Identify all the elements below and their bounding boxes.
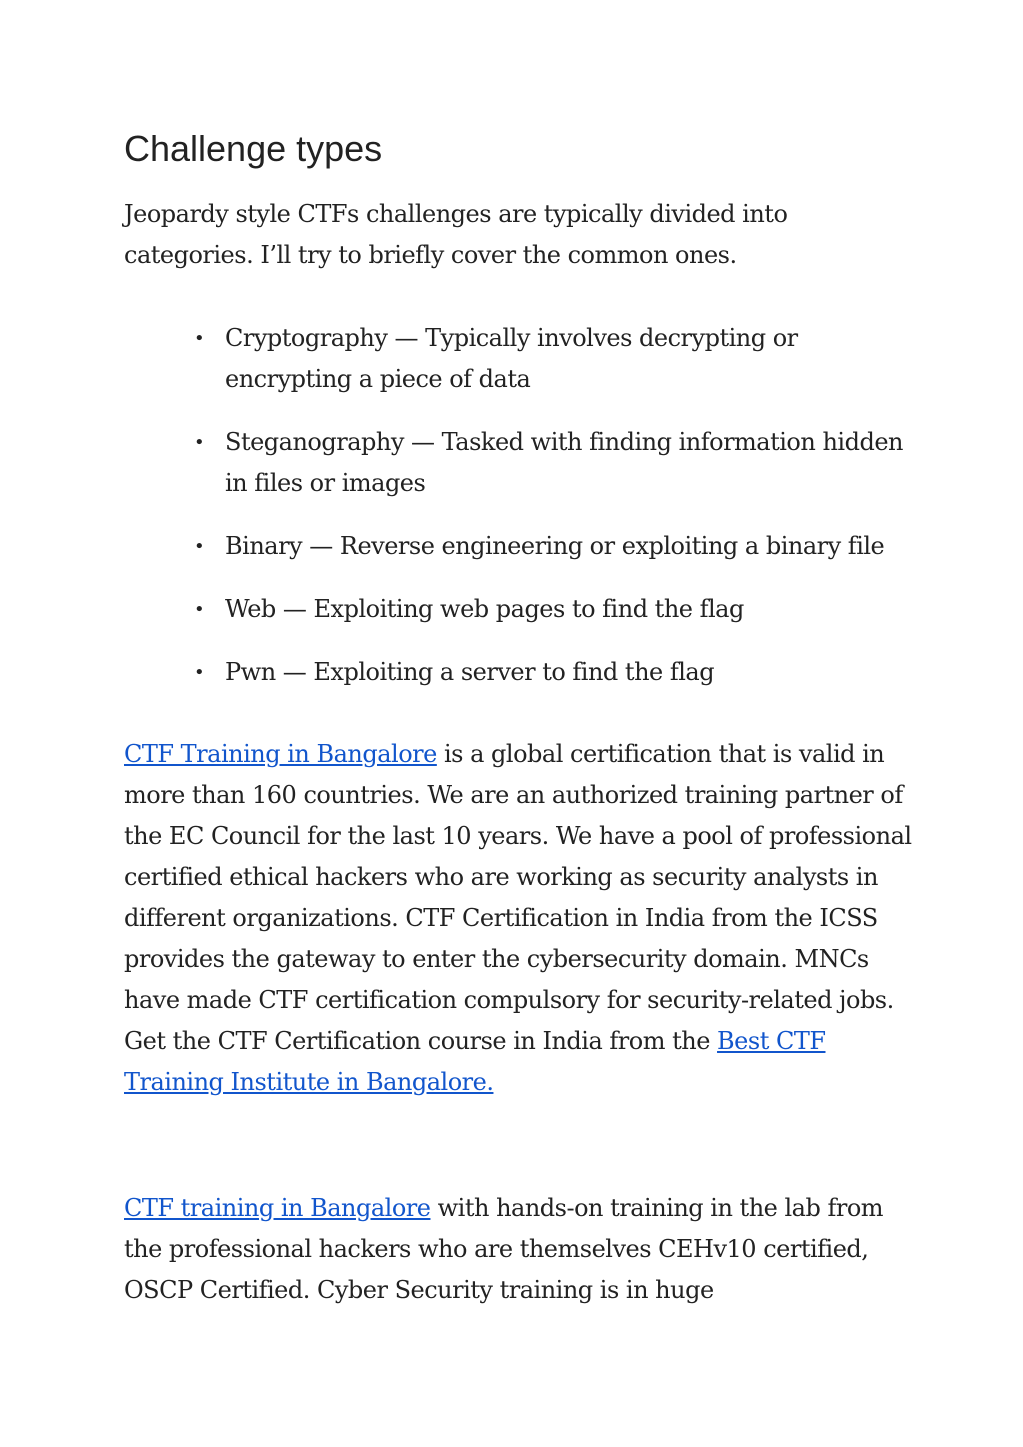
category-name: Binary [225,532,303,560]
bullet-icon: • [194,536,205,557]
list-item [194,589,914,630]
paragraph-text: with hands-on training in the lab from the professional hackers who are themselves CEHv10 certified, OSCP Certified. Cyber Security training is in huge [124,1194,884,1304]
list-item [194,422,914,504]
category-desc: — Tasked with finding information hidden in files or images [225,428,903,497]
bullet-icon: • [194,662,205,683]
category-desc: — Reverse engineering or exploiting a binary file [302,532,885,560]
category-name: Web [225,595,276,623]
category-name: Steganography [225,428,404,456]
category-desc: — Exploiting web pages to find the flag [275,595,744,623]
section-heading: Challenge types [124,128,383,169]
best-institute-link[interactable]: Best CTF Training Institute in Bangalore. [124,1027,826,1096]
paragraph-text: is a global certification that is valid in more than 160 countries. We are an authorized training partner of the EC Council for the last 10 years. We have a pool of professional certified ethical hackers who are working as security analysts in different organizations. CTF Certification in India from the ICSS provides the gateway to enter the cybersecurity domain. MNCs have made CTF certification compulsory for security-related jobs. Get the CTF Certification course in India from the [124,740,912,1055]
intro-paragraph: Jeopardy style CTFs challenges are typically divided into categories. I’ll try to briefly cover the common ones. [124,200,788,269]
category-name: Cryptography [225,324,388,352]
list-item [194,526,914,567]
category-desc: — Exploiting a server to find the flag [275,658,715,686]
list-item [194,318,914,400]
ctf-training-paragraph [124,734,914,1103]
bullet-icon: • [194,432,205,453]
bullet-icon: • [194,599,205,620]
bullet-icon: • [194,328,205,349]
list-item [194,652,914,693]
ctf-training-link-2[interactable]: CTF training in Bangalore [124,1194,431,1222]
ctf-training-link[interactable]: CTF Training in Bangalore [124,740,437,768]
challenge-types-list [194,318,914,715]
category-name: Pwn [225,658,276,686]
hands-on-paragraph [124,1188,904,1311]
category-desc: — Typically involves decrypting or encrypting a piece of data [225,324,798,393]
